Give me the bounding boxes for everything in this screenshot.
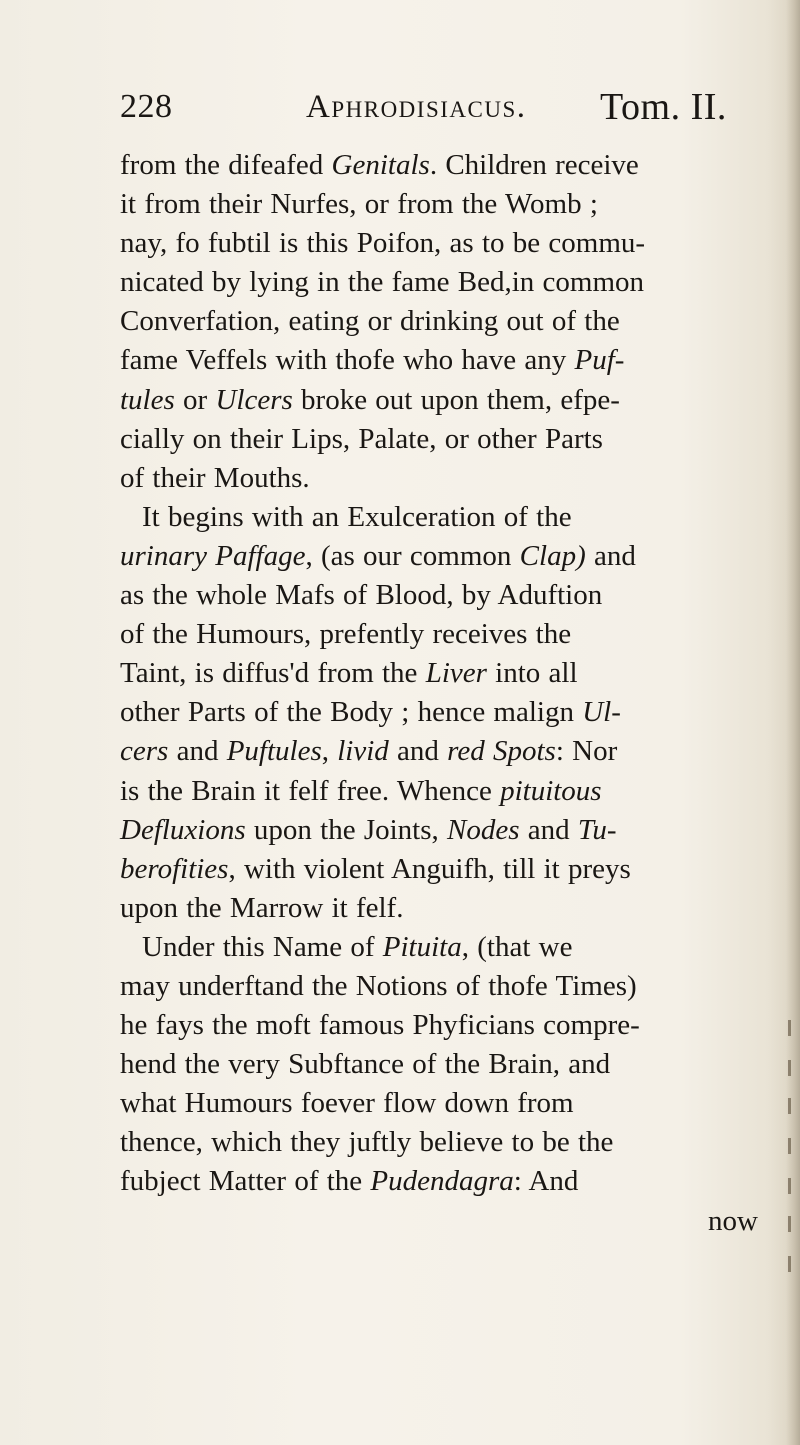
edge-mark: [788, 1138, 791, 1154]
running-head: [120, 82, 780, 132]
text-line: upon the Marrow it felf.: [120, 891, 404, 924]
running-title: Aphrodisiacus.: [306, 89, 527, 125]
text-line: Taint, is diffus'd from the Liver into all: [120, 657, 578, 690]
text-line: berofities, with violent Anguifh, till it preys: [120, 852, 631, 885]
text-line: nicated by lying in the fame Bed,in common: [120, 266, 645, 299]
edge-mark: [788, 1256, 791, 1272]
text-line: what Humours foever flow down from: [120, 1087, 574, 1120]
text-line: hend the very Subftance of the Brain, and: [120, 1048, 611, 1081]
edge-mark: [788, 1020, 791, 1036]
body-text: [120, 146, 790, 1241]
text-line: from the difeafed Genitals. Children receive: [120, 149, 639, 181]
text-line: of their Mouths.: [120, 461, 310, 494]
text-line: Defluxions upon the Joints, Nodes and Tu-: [120, 813, 617, 846]
text-line: he fays the moft famous Phyficians compre-: [120, 1009, 640, 1042]
text-line: it from their Nurfes, or from the Womb ;: [120, 188, 598, 221]
edge-mark: [788, 1098, 791, 1114]
text-line: urinary Paffage, (as our common Clap) and: [120, 539, 636, 572]
paragraph-start-line: It begins with an Exulceration of the: [142, 500, 572, 533]
text-line: other Parts of the Body ; hence malign Ul-: [120, 696, 621, 729]
text-line: cers and Puftules, livid and red Spots: Nor: [120, 735, 618, 768]
text-line: fame Veffels with thofe who have any Puf-: [120, 344, 625, 377]
adjacent-page-edge-marks: [788, 1020, 794, 1400]
edge-mark: [788, 1178, 791, 1194]
text-line: cially on their Lips, Palate, or other Parts: [120, 422, 603, 455]
edge-mark: [788, 1216, 791, 1232]
text-line: nay, fo fubtil is this Poifon, as to be commu-: [120, 227, 646, 260]
catchword: now: [708, 1204, 758, 1237]
text-line: is the Brain it felf free. Whence pituitous: [120, 774, 602, 807]
paragraph-start-line: Under this Name of Pituita, (that we: [142, 930, 573, 963]
text-line: of the Humours, prefently receives the: [120, 618, 572, 651]
text-line: thence, which they juftly believe to be the: [120, 1126, 614, 1159]
text-line: fubject Matter of the Pudendagra: And: [120, 1165, 579, 1198]
text-line: tules or Ulcers broke out upon them, efpe-: [120, 383, 620, 416]
edge-mark: [788, 1060, 791, 1076]
text-line: may underftand the Notions of thofe Times): [120, 969, 637, 1002]
tome-label: Tom. II.: [600, 86, 727, 128]
text-line: as the whole Mafs of Blood, by Aduftion: [120, 579, 603, 612]
page-number: 228: [120, 88, 173, 125]
text-line: Converfation, eating or drinking out of the: [120, 305, 620, 338]
